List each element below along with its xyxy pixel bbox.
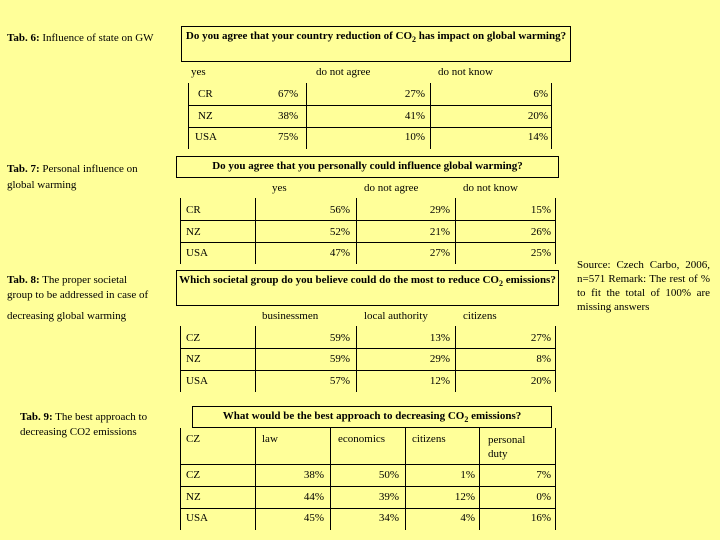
row-label: USA xyxy=(186,512,209,524)
tab7-grid-line xyxy=(180,242,555,243)
tab9-grid-line xyxy=(180,428,181,530)
value-cell: 1% xyxy=(460,469,475,481)
tab6-header-yes: yes xyxy=(191,66,206,78)
row-label: USA xyxy=(186,375,209,387)
row-label: NZ xyxy=(186,353,201,365)
value-cell: 29% xyxy=(429,204,450,216)
value-cell: 38% xyxy=(278,110,299,122)
tab7-header-do-not-agree: do not agree xyxy=(364,182,419,194)
value-cell: 59% xyxy=(329,332,350,344)
tab9-header-citizens: citizens xyxy=(412,433,446,445)
value-cell: 21% xyxy=(429,226,450,238)
tab9-grid-line xyxy=(180,486,555,487)
value-cell: 56% xyxy=(329,204,350,216)
row-label: CR xyxy=(186,204,201,216)
tab7-grid-line xyxy=(555,198,556,264)
value-cell: 10% xyxy=(404,131,425,143)
value-cell: 6% xyxy=(533,88,548,100)
value-cell: 41% xyxy=(404,110,425,122)
value-cell: 15% xyxy=(530,204,551,216)
tab9-grid-line xyxy=(479,428,480,530)
tab6-grid-line xyxy=(430,83,431,149)
value-cell: 67% xyxy=(278,88,299,100)
value-cell: 27% xyxy=(404,88,425,100)
tab7-grid-line xyxy=(180,198,181,264)
tab7-grid-line xyxy=(255,198,256,264)
tab9-grid-line xyxy=(405,428,406,530)
tab9-grid-line xyxy=(180,464,555,465)
value-cell: 29% xyxy=(429,353,450,365)
tab8-question: Which societal group do you believe could do the most to reduce $CO_2$ emissions? xyxy=(176,270,559,306)
value-cell: 4% xyxy=(460,512,475,524)
tab7-header-do-not-know: do not know xyxy=(463,182,518,194)
value-cell: 20% xyxy=(527,110,548,122)
tab6-header-do-not-know: do not know xyxy=(438,66,493,78)
row-label: NZ xyxy=(186,491,201,503)
tab8-grid-line xyxy=(180,348,555,349)
tab6-question: Do you agree that your country reduction of $CO_2$ has impact on global warming? xyxy=(181,26,571,62)
tab6-grid-line xyxy=(188,105,551,106)
tab7-question: Do you agree that you personally could influence global warming? xyxy=(176,156,559,178)
value-cell: 25% xyxy=(530,247,551,259)
tab9-grid-line xyxy=(330,428,331,530)
tab8-caption: Tab. 8: The proper societal group to be addressed in case of decreasing global warming xyxy=(7,274,149,322)
row-label: NZ xyxy=(186,226,201,238)
tab8-grid-line xyxy=(180,326,181,392)
value-cell: 12% xyxy=(454,491,475,503)
row-label: CR xyxy=(198,88,213,100)
tab6-caption: Tab. 6: Influence of state on GW xyxy=(7,32,154,44)
tab9-header-personal-duty: personal duty xyxy=(488,434,526,460)
tab9-header-law: law xyxy=(262,433,278,445)
tab9-caption: Tab. 9: The best approach to decreasing CO2 emissions xyxy=(20,411,148,438)
tab6-header-do-not-agree: do not agree xyxy=(316,66,371,78)
value-cell: 0% xyxy=(536,491,551,503)
value-cell: 27% xyxy=(530,332,551,344)
value-cell: 13% xyxy=(429,332,450,344)
row-label: CZ xyxy=(186,469,201,481)
value-cell: 44% xyxy=(303,491,324,503)
tab9-grid-line xyxy=(255,428,256,530)
value-cell: 45% xyxy=(303,512,324,524)
tab8-grid-line xyxy=(555,326,556,392)
value-cell: 59% xyxy=(329,353,350,365)
source-note: Source: Czech Carbo, 2006, n=571 Remark: The rest of % to fit the total of 100% are missing answers xyxy=(577,259,710,313)
tab9-corner-label: CZ xyxy=(186,433,201,445)
tab7-grid-line xyxy=(455,198,456,264)
tab9-question: What would be the best approach to decreasing $CO_2$ emissions? xyxy=(192,406,552,428)
value-cell: 75% xyxy=(278,131,299,143)
row-label: NZ xyxy=(198,110,213,122)
tab6-grid-line xyxy=(188,83,189,149)
tab9-grid-line xyxy=(555,428,556,530)
row-label: USA xyxy=(195,131,218,143)
tab7-grid-line xyxy=(180,220,555,221)
tab7-grid-line xyxy=(356,198,357,264)
tab8-grid-line xyxy=(180,370,555,371)
tab8-grid-line xyxy=(356,326,357,392)
value-cell: 7% xyxy=(536,469,551,481)
value-cell: 50% xyxy=(378,469,399,481)
tab8-header-local-authority: local authority xyxy=(364,310,428,322)
value-cell: 38% xyxy=(303,469,324,481)
value-cell: 8% xyxy=(536,353,551,365)
value-cell: 14% xyxy=(527,131,548,143)
tab8-grid-line xyxy=(455,326,456,392)
value-cell: 47% xyxy=(329,247,350,259)
tab7-caption: Tab. 7: Personal influence on global warming xyxy=(7,163,138,191)
tab8-header-businessmen: businessmen xyxy=(262,310,319,322)
value-cell: 52% xyxy=(329,226,350,238)
value-cell: 26% xyxy=(530,226,551,238)
value-cell: 20% xyxy=(530,375,551,387)
tab8-header-citizens: citizens xyxy=(463,310,497,322)
value-cell: 39% xyxy=(378,491,399,503)
tab9-header-economics: economics xyxy=(338,433,386,445)
value-cell: 12% xyxy=(429,375,450,387)
value-cell: 27% xyxy=(429,247,450,259)
tab7-header-yes: yes xyxy=(272,182,287,194)
tab9-grid-line xyxy=(180,508,555,509)
tab6-grid-line xyxy=(188,127,551,128)
tab6-grid-line xyxy=(551,83,552,149)
tab8-grid-line xyxy=(255,326,256,392)
row-label: USA xyxy=(186,247,209,259)
row-label: CZ xyxy=(186,332,201,344)
value-cell: 57% xyxy=(329,375,350,387)
value-cell: 16% xyxy=(530,512,551,524)
tab6-grid-line xyxy=(306,83,307,149)
value-cell: 34% xyxy=(378,512,399,524)
